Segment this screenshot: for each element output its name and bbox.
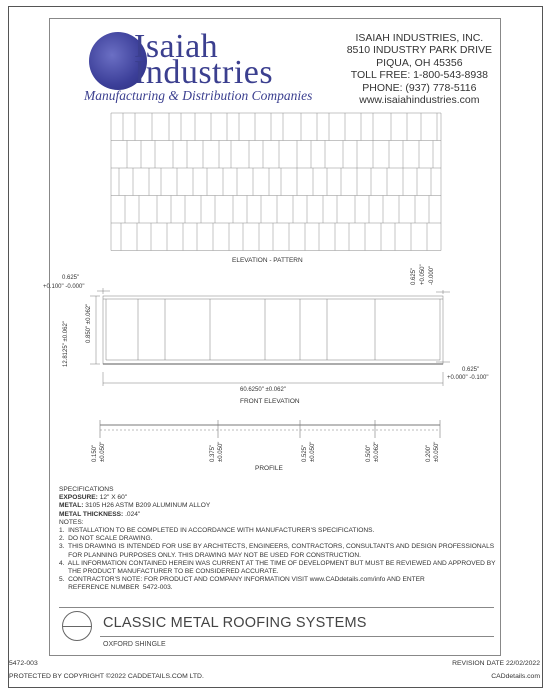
profile-dim-5a: 0.200" (426, 444, 432, 462)
company-phone: PHONE: (937) 778-5116 (362, 81, 477, 94)
note-line: 2. DO NOT SCALE DRAWING. (59, 535, 153, 543)
note-line: FOR PLANNING PURPOSES ONLY. THIS DRAWING MAY NOT BE USED FOR CONSTRUCTION. (59, 551, 362, 559)
spec-metal-value: 3105 H26 ASTM B209 ALUMINUM ALLOY (85, 502, 211, 510)
company-address-1: 8510 INDUSTRY PARK DRIVE (346, 44, 492, 57)
notes-heading: NOTES: (59, 518, 84, 526)
drawing-subtitle: OXFORD SHINGLE (103, 641, 166, 648)
specs-heading: SPECIFICATIONS (59, 486, 114, 493)
front-elevation-drawing (90, 288, 450, 386)
dim-top-left-2: +0.100" -0.000" (43, 284, 85, 290)
profile-dim-1b: ±0.050" (100, 441, 106, 462)
spec-metal-label: METAL: (59, 502, 84, 510)
front-elevation-label: FRONT ELEVATION (240, 398, 300, 405)
note-line: THE PRODUCT MANUFACTURER TO BE CONSIDERED ACCURATE. (59, 568, 279, 576)
title-divider (100, 636, 494, 637)
detail-marker-icon (62, 611, 92, 641)
spec-exposure (59, 494, 495, 502)
logo-word-2: Industries (134, 54, 274, 91)
profile-dim-5b: ±0.050" (434, 441, 440, 462)
reference-number: 5472-003 (9, 660, 38, 667)
profile-dim-2a: 0.375" (210, 444, 216, 462)
profile-dim-3b: ±0.050" (310, 441, 316, 462)
elevation-pattern-drawing (111, 113, 441, 251)
dim-top-right-2: +0.050" (420, 264, 426, 285)
spec-thickness-value: .024" (125, 510, 141, 518)
dim-bottom-right-1: 0.625" (462, 367, 480, 373)
profile-dim-1a: 0.150" (92, 444, 98, 462)
revision-date: REVISION DATE 22/02/2022 (452, 660, 540, 667)
copyright-notice: PROTECTED BY COPYRIGHT ©2022 CADDETAILS.COM LTD. (9, 673, 204, 680)
title-block-top-rule (59, 607, 494, 608)
drawing-title: CLASSIC METAL ROOFING SYSTEMS (103, 615, 367, 631)
notes-list (59, 527, 495, 593)
specifications-block (59, 486, 495, 593)
dim-top-left-1: 0.625" (62, 275, 80, 281)
profile-dim-2b: ±0.050" (218, 441, 224, 462)
profile-dim-4b: ±0.062" (374, 441, 380, 462)
profile-label: PROFILE (255, 465, 283, 472)
dim-bottom-right-2: +0.000" -0.100" (447, 375, 489, 381)
logo-tagline: Manufacturing & Distribution Companies (84, 88, 313, 103)
profile-dim-3a: 0.525" (302, 444, 308, 462)
spec-thickness (59, 511, 495, 519)
profile-dim-4a: 0.500" (366, 444, 372, 462)
dim-width: 60.6250" ±0.062" (240, 387, 286, 393)
spec-metal (59, 502, 495, 510)
logo-word-1: Isaiah (134, 28, 219, 65)
dim-left-height-2: 0.850" ±0.062" (86, 303, 92, 343)
company-name: ISAIAH INDUSTRIES, INC. (355, 32, 484, 44)
spec-exposure-value: 12" X 60" (99, 494, 128, 502)
company-website[interactable]: www.isaiahindustries.com (359, 94, 480, 107)
spec-exposure-label: EXPOSURE: (59, 494, 98, 502)
company-address-2: PIQUA, OH 45356 (376, 56, 463, 69)
note-line: 4. ALL INFORMATION CONTAINED HEREIN WAS CURRENT AT THE TIME OF DEVELOPMENT BUT MUST BE REVIEWED AND APPROVED BY (59, 559, 496, 567)
note-line: 1. INSTALLATION TO BE COMPLETED IN ACCORDANCE WITH MANUFACTURER'S SPECIFICATIONS. (59, 527, 375, 535)
note-line: 3. THIS DRAWING IS INTENDED FOR USE BY ARCHITECTS, ENGINEERS, CONTRACTORS, CONSULTANTS AND DESIGN PROFESSIONALS (59, 543, 495, 551)
note-line: REFERENCE NUMBER 5472-003. (59, 584, 173, 592)
profile-drawing (100, 420, 440, 438)
site-link[interactable]: CADdetails.com (491, 673, 540, 680)
note-line: 5. CONTRACTOR'S NOTE: FOR PRODUCT AND COMPANY INFORMATION VISIT www.CADdetails.com/info AND ENTER (59, 576, 425, 584)
dim-left-height-1: 12.8125" ±0.062" (63, 321, 69, 367)
company-toll-free: TOLL FREE: 1-800-543-8938 (350, 69, 488, 82)
spec-thickness-label: METAL THICKNESS: (59, 510, 124, 518)
elevation-pattern-label: ELEVATION - PATTERN (232, 257, 303, 264)
dim-top-right-1: 0.625" (411, 267, 417, 285)
dim-top-right-3: -0.000" (429, 265, 435, 285)
